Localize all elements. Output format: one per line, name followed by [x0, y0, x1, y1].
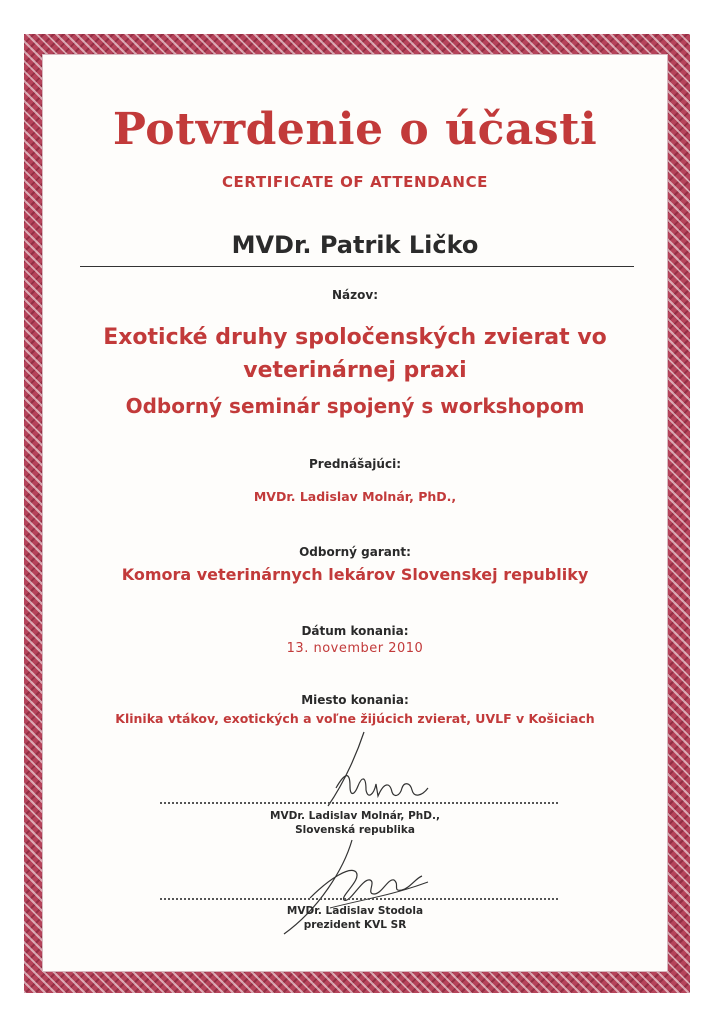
- venue-label: Miesto konania:: [301, 693, 409, 707]
- signature-line-2: [160, 898, 558, 900]
- lecturer-label: Prednášajúci:: [308, 457, 401, 471]
- topic-line-2: veterinárnej praxi: [243, 358, 467, 383]
- signatory-1-role: Slovenská republika: [295, 824, 415, 836]
- certificate-title: Potvrdenie o účasti: [112, 104, 598, 155]
- venue-name: Klinika vtákov, exotických a voľne žijúcich zvierat, UVLF v Košiciach: [115, 711, 595, 726]
- event-date: 13. november 2010: [286, 641, 424, 656]
- signature-molnar-image: [300, 730, 450, 810]
- signatory-1-name: MVDr. Ladislav Molnár, PhD.,: [270, 810, 440, 822]
- topic-line-3: Odborný seminár spojený s workshopom: [125, 394, 585, 418]
- guarantor-name: Komora veterinárnych lekárov Slovenskej republiky: [121, 565, 589, 584]
- topic-label: Názov:: [332, 288, 378, 302]
- date-label: Dátum konania:: [301, 624, 409, 638]
- guarantor-label: Odborný garant:: [299, 545, 411, 559]
- recipient-name: MVDr. Patrik Ličko: [231, 231, 479, 259]
- certificate-subtitle: CERTIFICATE OF ATTENDANCE: [221, 173, 489, 191]
- signatory-2-name: MVDr. Ladislav Stodola: [286, 905, 424, 917]
- topic-line-1: Exotické druhy spoločenských zvierat vo: [103, 325, 607, 350]
- signature-line-1: [160, 802, 558, 804]
- lecturer-name: MVDr. Ladislav Molnár, PhD.,: [253, 489, 457, 504]
- recipient-underline: [80, 266, 634, 267]
- signatory-2-role: prezident KVL SR: [303, 919, 407, 931]
